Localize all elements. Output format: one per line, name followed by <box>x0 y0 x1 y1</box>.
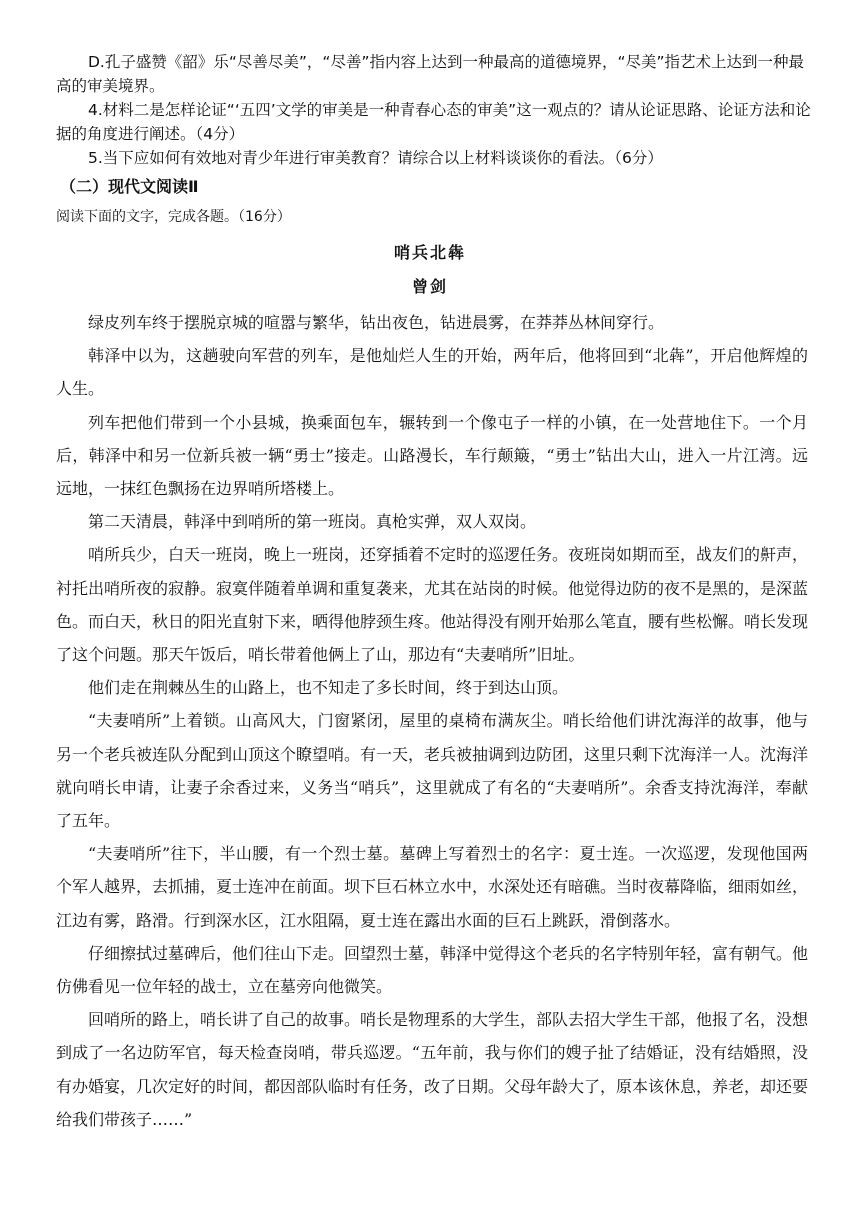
section-heading: （二）现代文阅读Ⅱ <box>60 177 199 196</box>
article-paragraph: 仔细擦拭过墓碑后，他们往山下走。回望烈士墓，韩泽中觉得这个老兵的名字特别年轻，富有朝气。他仿佛看见一位年轻的战士，立在墓旁向他微笑。 <box>56 943 809 997</box>
option-d-text: D.孔子盛赞《韶》乐“尽善尽美”，“尽善”指内容上达到一种最高的道德境界，“尽美”指艺术上达到一种最高的审美境界。 <box>56 53 805 95</box>
article-paragraph: “夫妻哨所”往下，半山腰，有一个烈士墓。墓碑上写着烈士的名字：夏士连。一次巡逻，发现他国两个军人越界，去抓捕，夏士连冲在前面。坝下巨石林立水中，水深处还有暗礁。当时夜幕降临，细雨如丝，江边有雾，路滑。行到深水区，江水阻隔，夏士连在露出水面的巨石上跳跃，滑倒落水。 <box>56 844 809 930</box>
article-title: 哨兵北犇 <box>393 243 466 262</box>
question-4-text: 4.材料二是怎样论证“‘五四’文学的审美是一种青春心态的审美”这一观点的？请从论证思路、论证方法和论据的角度进行阐述。（4分） <box>56 101 811 143</box>
article-paragraph: 回哨所的路上，哨长讲了自己的故事。哨长是物理系的大学生，部队去招大学生干部，他报了名，没想到成了一名边防军官，每天检查岗哨，带兵巡逻。“五年前，我与你们的嫂子扯了结婚证，没有结婚照，没有办婚宴，几次定好的时间，都因部队临时有任务，改了日期。父母年龄大了，原本该休息，养老，却还要给我们带孩子……” <box>56 1010 809 1129</box>
article-paragraph: 哨所兵少，白天一班岗，晚上一班岗，还穿插着不定时的巡逻任务。夜班岗如期而至，战友们的鼾声，衬托出哨所夜的寂静。寂寞伴随着单调和重复袭来，尤其在站岗的时候。他觉得边防的夜不是黑的，是深蓝色。而白天，秋日的阳光直射下来，晒得他脖颈生疼。他站得没有刚开始那么笔直，腰有些松懈。哨长发现了这个问题。那天午饭后，哨长带着他俩上了山，那边有“夫妻哨所”旧址。 <box>56 545 809 665</box>
article-paragraph: 绿皮列车终于摆脱京城的喧嚣与繁华，钻出夜色，钻进晨雾，在莽莽丛林间穿行。 <box>88 313 665 332</box>
question-4 <box>56 98 816 146</box>
article-body <box>56 306 808 1136</box>
question-5-text: 5.当下应如何有效地对青少年进行审美教育？请综合以上材料谈谈你的看法。（6分） <box>88 149 663 167</box>
article-paragraph: 列车把他们带到一个小县城，换乘面包车，辗转到一个像屯子一样的小镇，在一处营地住下。一个月后，韩泽中和另一位新兵被一辆“勇士”接走。山路漫长，车行颠簸，“勇士”钻出大山，进入一片江湾。远远地，一抹红色飘扬在边界哨所塔楼上。 <box>56 412 808 499</box>
article-paragraph: 韩泽中以为，这趟驶向军营的列车，是他灿烂人生的开始，两年后，他将回到“北犇”，开启他辉煌的人生。 <box>56 346 808 399</box>
article-author: 曾剑 <box>411 277 448 296</box>
article-paragraph: 他们走在荆棘丛生的山路上，也不知走了多长时间，终于到达山顶。 <box>88 678 569 698</box>
question-option-d <box>56 50 816 98</box>
question-5 <box>56 146 816 170</box>
article-paragraph: 第二天清晨，韩泽中到哨所的第一班岗。真枪实弹，双人双岗。 <box>88 512 537 532</box>
section-instruction: 阅读下面的文字，完成各题。（16分） <box>56 209 291 225</box>
article-paragraph: “夫妻哨所”上着锁。山高风大，门窗紧闭，屋里的桌椅布满灰尘。哨长给他们讲沈海洋的故事，他与另一个老兵被连队分配到山顶这个瞭望哨。有一天，老兵被抽调到边防团，这里只剩下沈海洋一人。沈海洋就向哨长申请，让妻子余香过来，义务当“哨兵”，这里就成了有名的“夫妻哨所”。余香支持沈海洋，奉献了五年。 <box>56 711 809 831</box>
